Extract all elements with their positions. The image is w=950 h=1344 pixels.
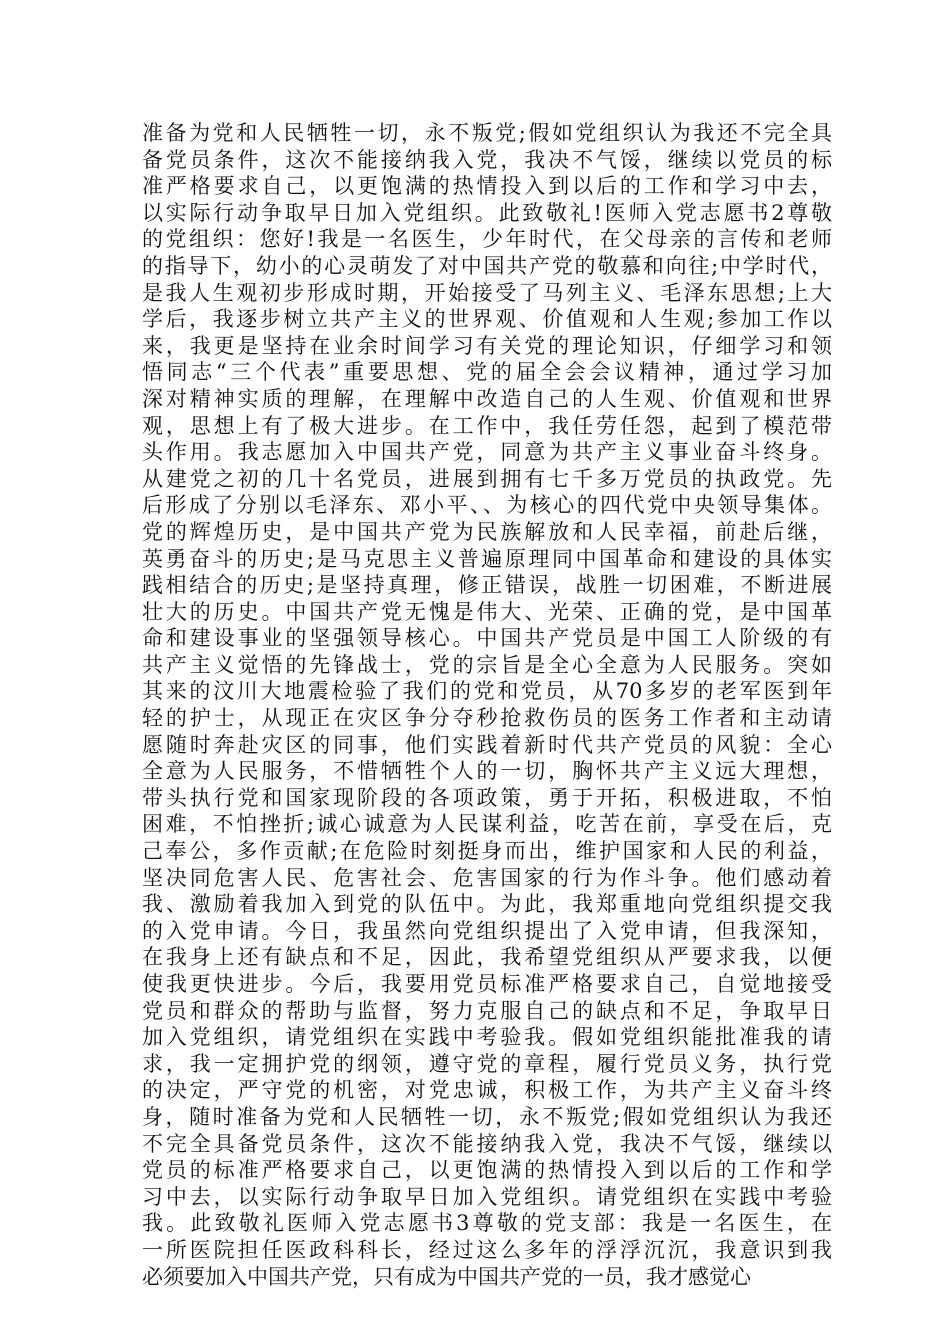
text-line: 带头执行党和国家现阶段的各项政策，勇于开拓，积极进取，不怕 [142, 785, 832, 810]
text-line: 的入党申请。今日，我虽然向党组织提出了入党申请，但我深知， [142, 918, 832, 943]
text-line: 一所医院担任医政科科长，经过这么多年的浮浮沉沉，我意识到我 [142, 1237, 832, 1262]
text-line: 轻的护士，从现正在灾区争分夺秒抢救伤员的医务工作者和主动请 [142, 706, 832, 731]
text-line: 其来的汶川大地震检验了我们的党和党员，从70多岁的老军医到年 [142, 679, 832, 704]
text-line: 在我身上还有缺点和不足，因此，我希望党组织从严要求我，以便 [142, 945, 832, 970]
text-line: 必须要加入中国共产党，只有成为中国共产党的一员，我才感觉心 [142, 1264, 751, 1289]
text-line: 从建党之初的几十名党员，进展到拥有七千多万党员的执政党。先 [142, 466, 832, 491]
text-line: 使我更快进步。今后，我要用党员标准严格要求自己，自觉地接受 [142, 972, 832, 996]
text-line: 英勇奋斗的历史;是马克思主义普遍原理同中国革命和建设的具体实 [142, 546, 832, 571]
text-line: 以实际行动争取早日加入党组织。此致敬礼!医师入党志愿书2尊敬 [142, 200, 832, 225]
text-line: 头作用。我志愿加入中国共产党，同意为共产主义事业奋斗终身。 [142, 440, 832, 465]
text-line: 备党员条件，这次不能接纳我入党，我决不气馁，继续以党员的标 [142, 147, 832, 172]
body-text [142, 120, 832, 1290]
text-line: 全意为人民服务，不惜牺牲个人的一切，胸怀共产主义远大理想， [142, 759, 832, 784]
text-line: 后形成了分别以毛泽东、邓小平、、为核心的四代党中央领导集体。 [142, 493, 832, 518]
text-line: 深对精神实质的理解，在理解中改造自己的人生观、价值观和世界 [142, 386, 832, 411]
text-line: 壮大的历史。中国共产党无愧是伟大、光荣、正确的党，是中国革 [142, 599, 832, 624]
text-line: 准备为党和人民牺牲一切，永不叛党;假如党组织认为我还不完全具 [142, 121, 832, 145]
text-line: 党员的标准严格要求自己，以更饱满的热情投入到以后的工作和学 [142, 1158, 832, 1183]
text-line: 观，思想上有了极大进步。在工作中，我任劳任怨，起到了模范带 [142, 413, 832, 438]
text-line: 党的辉煌历史，是中国共产党为民族解放和人民幸福，前赴后继， [142, 519, 832, 544]
text-line: 的党组织：您好!我是一名医生，少年时代，在父母亲的言传和老师 [142, 227, 832, 252]
text-line: 加入党组织，请党组织在实践中考验我。假如党组织能批准我的请 [142, 1025, 832, 1050]
text-line: 我、激励着我加入到党的队伍中。为此，我郑重地向党组织提交我 [142, 892, 832, 917]
text-line: 来，我更是坚持在业余时间学习有关党的理论知识，仔细学习和领 [142, 333, 832, 358]
text-line: 困难，不怕挫折;诚心诚意为人民谋利益，吃苦在前，享受在后，克 [142, 812, 832, 837]
text-line: 求，我一定拥护党的纲领，遵守党的章程，履行党员义务，执行党 [142, 1051, 832, 1076]
text-line: 共产主义觉悟的先锋战士，党的宗旨是全心全意为人民服务。突如 [142, 652, 832, 677]
text-line: 习中去，以实际行动争取早日加入党组织。请党组织在实践中考验 [142, 1184, 832, 1209]
text-line: 坚决同危害人民、危害社会、危害国家的行为作斗争。他们感动着 [142, 865, 832, 890]
text-line: 己奉公，多作贡献;在危险时刻挺身而出，维护国家和人民的利益， [142, 839, 832, 864]
text-line: 愿随时奔赴灾区的同事，他们实践着新时代共产党员的风貌：全心 [142, 732, 832, 757]
text-line: 身，随时准备为党和人民牺牲一切，永不叛党;假如党组织认为我还 [142, 1104, 832, 1129]
text-line: 我。此致敬礼医师入党志愿书3尊敬的党支部：我是一名医生，在 [142, 1211, 832, 1236]
text-line: 悟同志“三个代表”重要思想、党的届全会会议精神，通过学习加 [142, 360, 832, 385]
text-line: 准严格要求自己，以更饱满的热情投入到以后的工作和学习中去， [142, 174, 832, 199]
text-line: 命和建设事业的坚强领导核心。中国共产党员是中国工人阶级的有 [142, 626, 832, 651]
text-line: 践相结合的历史;是坚持真理，修正错误，战胜一切困难，不断进展 [142, 573, 832, 598]
text-line: 的决定，严守党的机密，对党忠诚，积极工作，为共产主义奋斗终 [142, 1078, 832, 1103]
text-line: 不完全具备党员条件，这次不能接纳我入党，我决不气馁，继续以 [142, 1131, 832, 1156]
text-line: 党员和群众的帮助与监督，努力克服自己的缺点和不足，争取早日 [142, 998, 832, 1023]
text-line: 的指导下，幼小的心灵萌发了对中国共产党的敬慕和向往;中学时代， [142, 253, 832, 278]
text-line: 学后，我逐步树立共产主义的世界观、价值观和人生观;参加工作以 [142, 307, 832, 332]
text-line: 是我人生观初步形成时期，开始接受了马列主义、毛泽东思想;上大 [142, 280, 832, 305]
